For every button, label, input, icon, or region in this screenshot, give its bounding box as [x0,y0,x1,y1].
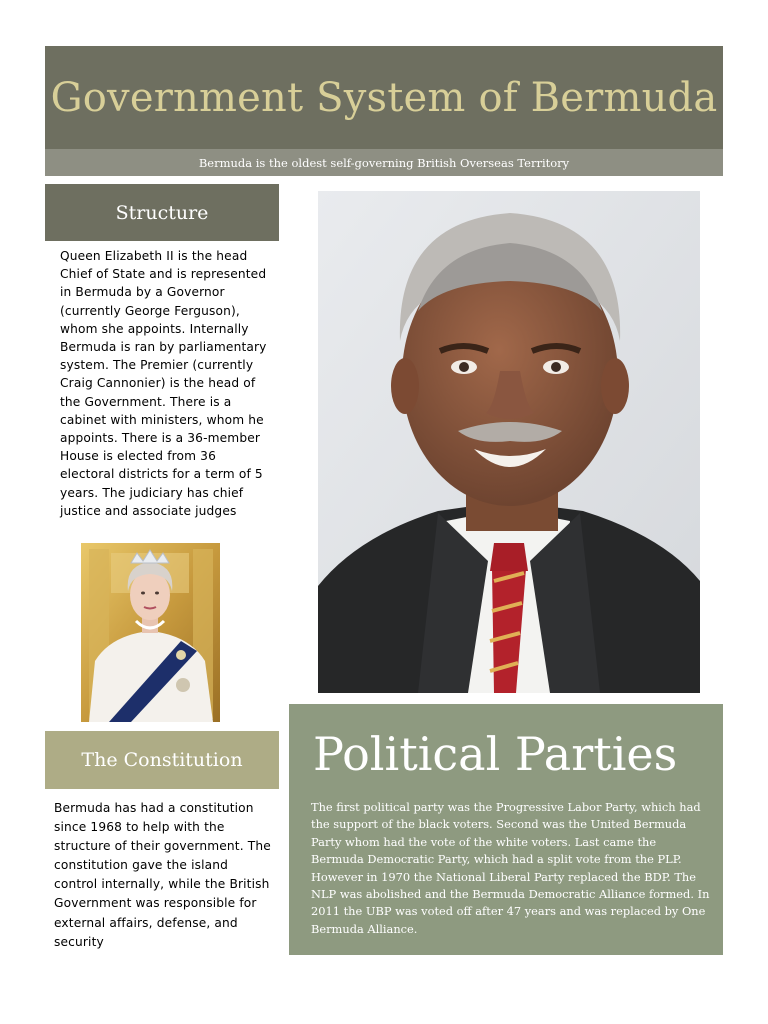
political-parties-text: The first political party was the Progressive Labor Party, which had the support of the black voters. Second was the United Bermuda Party whom had the vote of the white voters. Last came the Bermuda Democratic Party, which had a split vote from the PLP. However in 1970 the National Liberal Party replaced the BDP. The NLP was abolished and the Bermuda Democratic Alliance formed. In 2011 the UBP was voted off after 47 years and was replaced by One Bermuda Alliance. [311,800,710,936]
structure-text: Queen Elizabeth II is the head Chief of State and is represented in Bermuda by a Governor (currently George Ferguson), whom she appoints. Internally Bermuda is ran by parliamentary system. The Premier (currently Craig Cannonier) is the head of the Government. There is a cabinet with ministers, whom he appoints. There is a 36-member House is elected from 36 electoral districts for a term of 5 years. The judiciary has chief justice and associate judges [60,249,267,518]
constitution-text: Bermuda has had a constitution since 1968 to help with the structure of their government. The constitution gave the island control internally, while the British Government was responsible for external affairs, defense, and security [54,801,271,949]
premier-photo [318,191,700,693]
subtitle-bar: Bermuda is the oldest self-governing British Overseas Territory [45,149,723,176]
queen-portrait-image [81,543,220,722]
title-banner [45,46,723,149]
constitution-heading: The Constitution [45,731,279,789]
political-parties-heading: Political Parties [313,727,678,781]
queen-photo [81,543,220,722]
political-parties-box [289,704,723,955]
premier-portrait-image [318,191,700,693]
page-title: Government System of Bermuda [50,74,718,121]
structure-heading: Structure [45,184,279,241]
